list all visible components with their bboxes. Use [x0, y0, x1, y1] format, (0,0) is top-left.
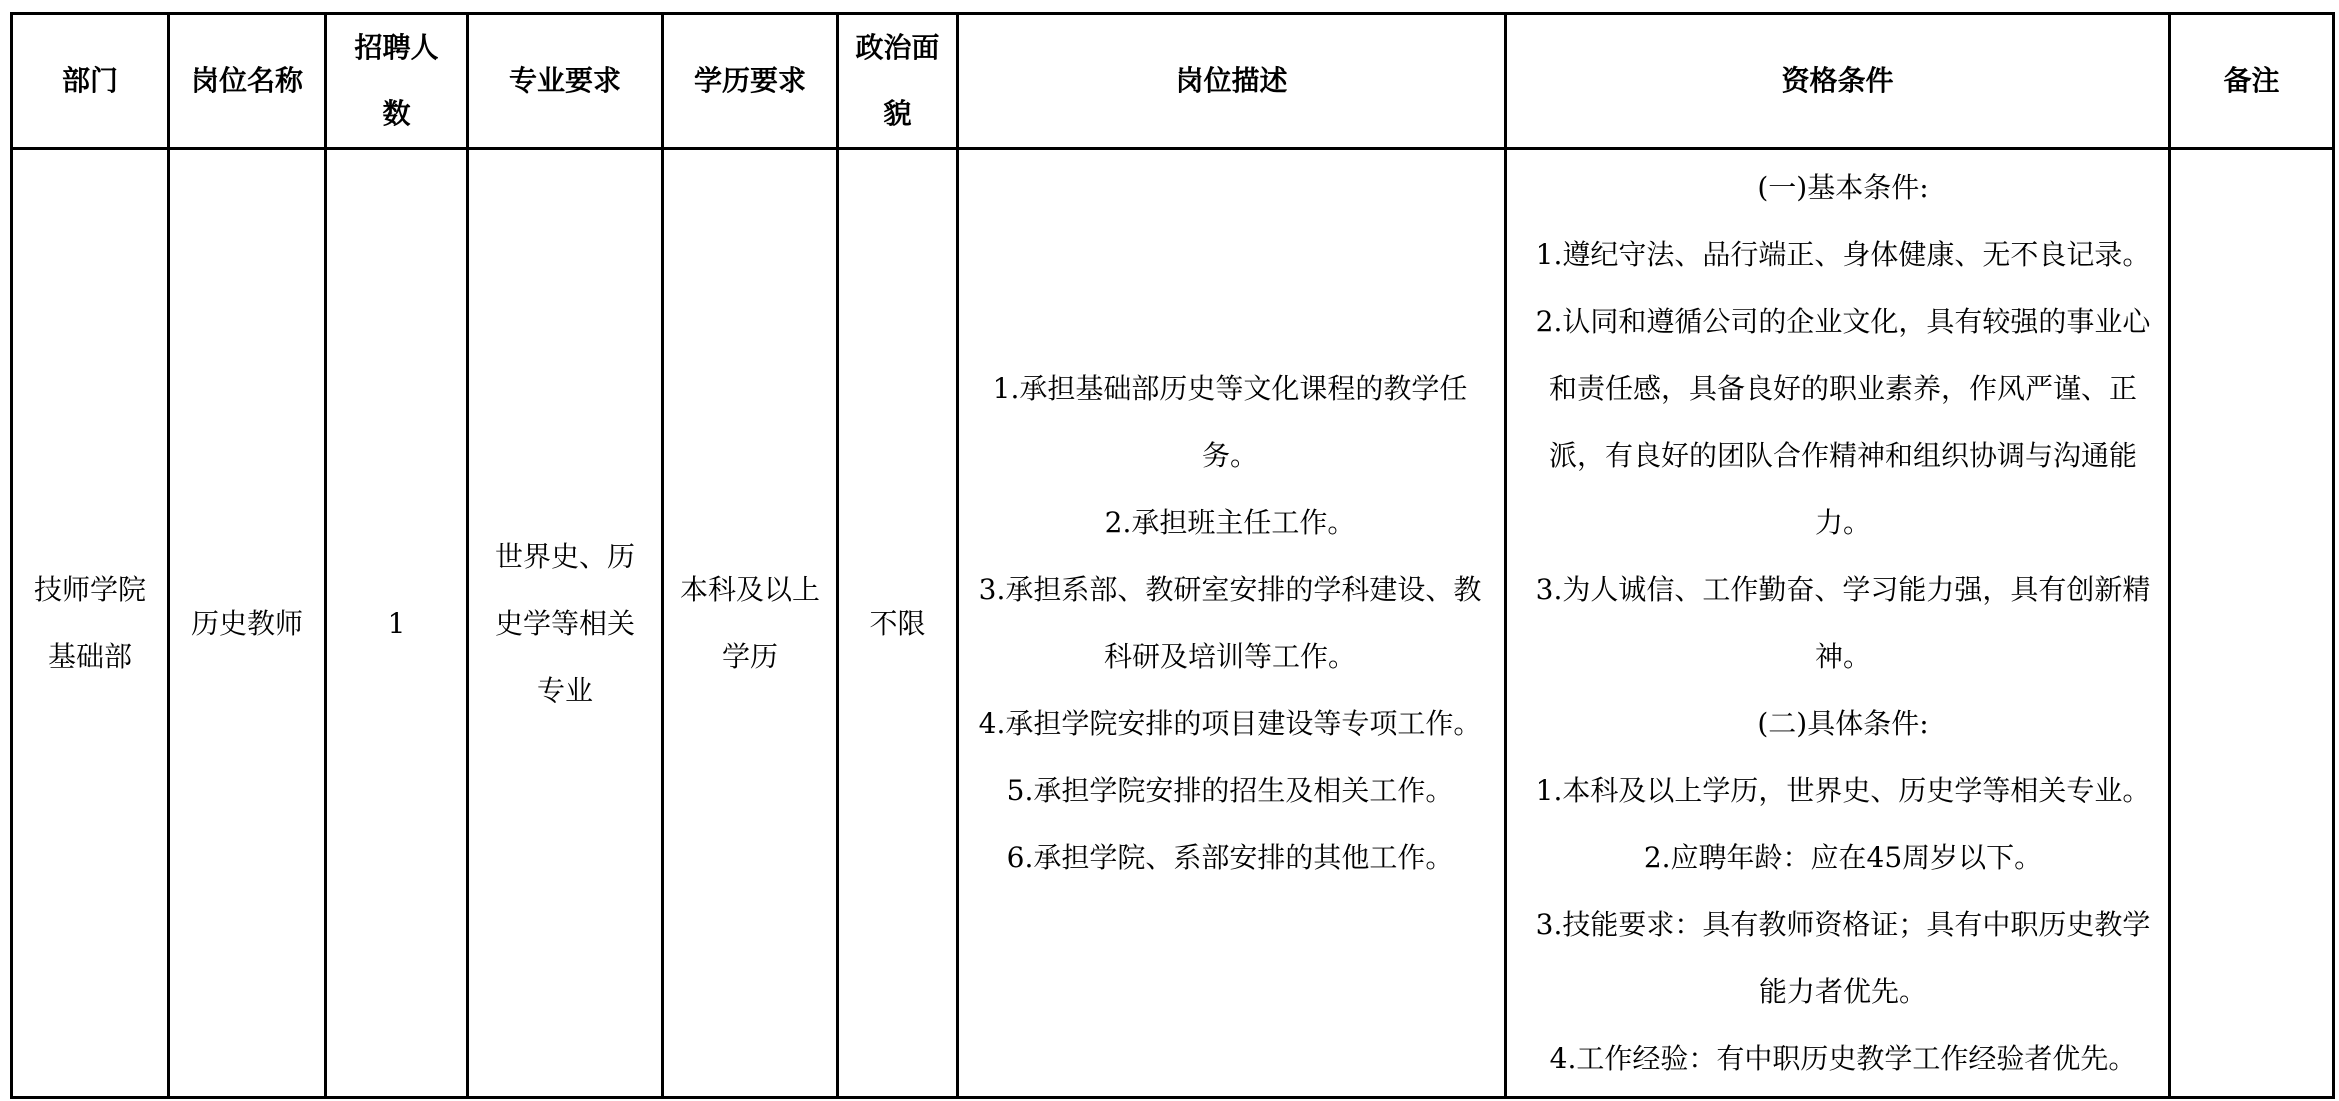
description-item: 2.承担班主任工作。: [1104, 506, 1356, 539]
qualification-item: 4.工作经验：有中职历史教学工作经验者优先。: [1549, 1042, 2137, 1075]
header-row: [12, 14, 2334, 149]
header-education: 学历要求: [663, 14, 838, 149]
cell-position: 历史教师: [169, 149, 326, 1098]
cell-education: 本科及以上学历: [663, 149, 838, 1098]
cell-qualification: [1506, 149, 2170, 1098]
description-item: 5.承担学院安排的招生及相关工作。: [1006, 774, 1454, 807]
qualification-heading-basic: (一)基本条件:: [1757, 171, 1929, 204]
cell-major: 世界史、历史学等相关专业: [468, 149, 663, 1098]
header-department: 部门: [12, 14, 169, 149]
cell-department: 技师学院基础部: [12, 149, 169, 1098]
cell-headcount: 1: [326, 149, 468, 1098]
qualification-item: 2.应聘年龄：应在45周岁以下。: [1643, 841, 2043, 874]
description-item: 4.承担学院安排的项目建设等专项工作。: [978, 707, 1482, 740]
header-qualification: 资格条件: [1506, 14, 2170, 149]
header-major: 专业要求: [468, 14, 663, 149]
qualification-item: 3.为人诚信、工作勤奋、学习能力强，具有创新精神。: [1535, 573, 2151, 673]
table-row: [12, 149, 2334, 1098]
qualification-list: [1523, 154, 2163, 1092]
description-item: 6.承担学院、系部安排的其他工作。: [1006, 841, 1454, 874]
cell-remarks: [2170, 149, 2334, 1098]
qualification-heading-specific: (二)具体条件:: [1757, 707, 1929, 740]
qualification-item: 3.技能要求：具有教师资格证；具有中职历史教学能力者优先。: [1535, 908, 2151, 1008]
cell-political: 不限: [838, 149, 958, 1098]
description-item: 3.承担系部、教研室安排的学科建设、教科研及培训等工作。: [978, 573, 1482, 673]
header-political: 政治面貌: [838, 14, 958, 149]
header-headcount: 招聘人数: [326, 14, 468, 149]
header-position: 岗位名称: [169, 14, 326, 149]
job-posting-table: [10, 12, 2335, 1099]
header-description: 岗位描述: [958, 14, 1506, 149]
qualification-item: 1.遵纪守法、品行端正、身体健康、无不良记录。: [1535, 238, 2151, 271]
description-list: [975, 355, 1485, 891]
qualification-item: 1.本科及以上学历，世界史、历史学等相关专业。: [1535, 774, 2151, 807]
description-item: 1.承担基础部历史等文化课程的教学任务。: [992, 372, 1468, 472]
qualification-item: 2.认同和遵循公司的企业文化，具有较强的事业心和责任感，具备良好的职业素养，作风严谨、正派，有良好的团队合作精神和组织协调与沟通能力。: [1535, 305, 2151, 539]
cell-description: [958, 149, 1506, 1098]
header-remarks: 备注: [2170, 14, 2334, 149]
